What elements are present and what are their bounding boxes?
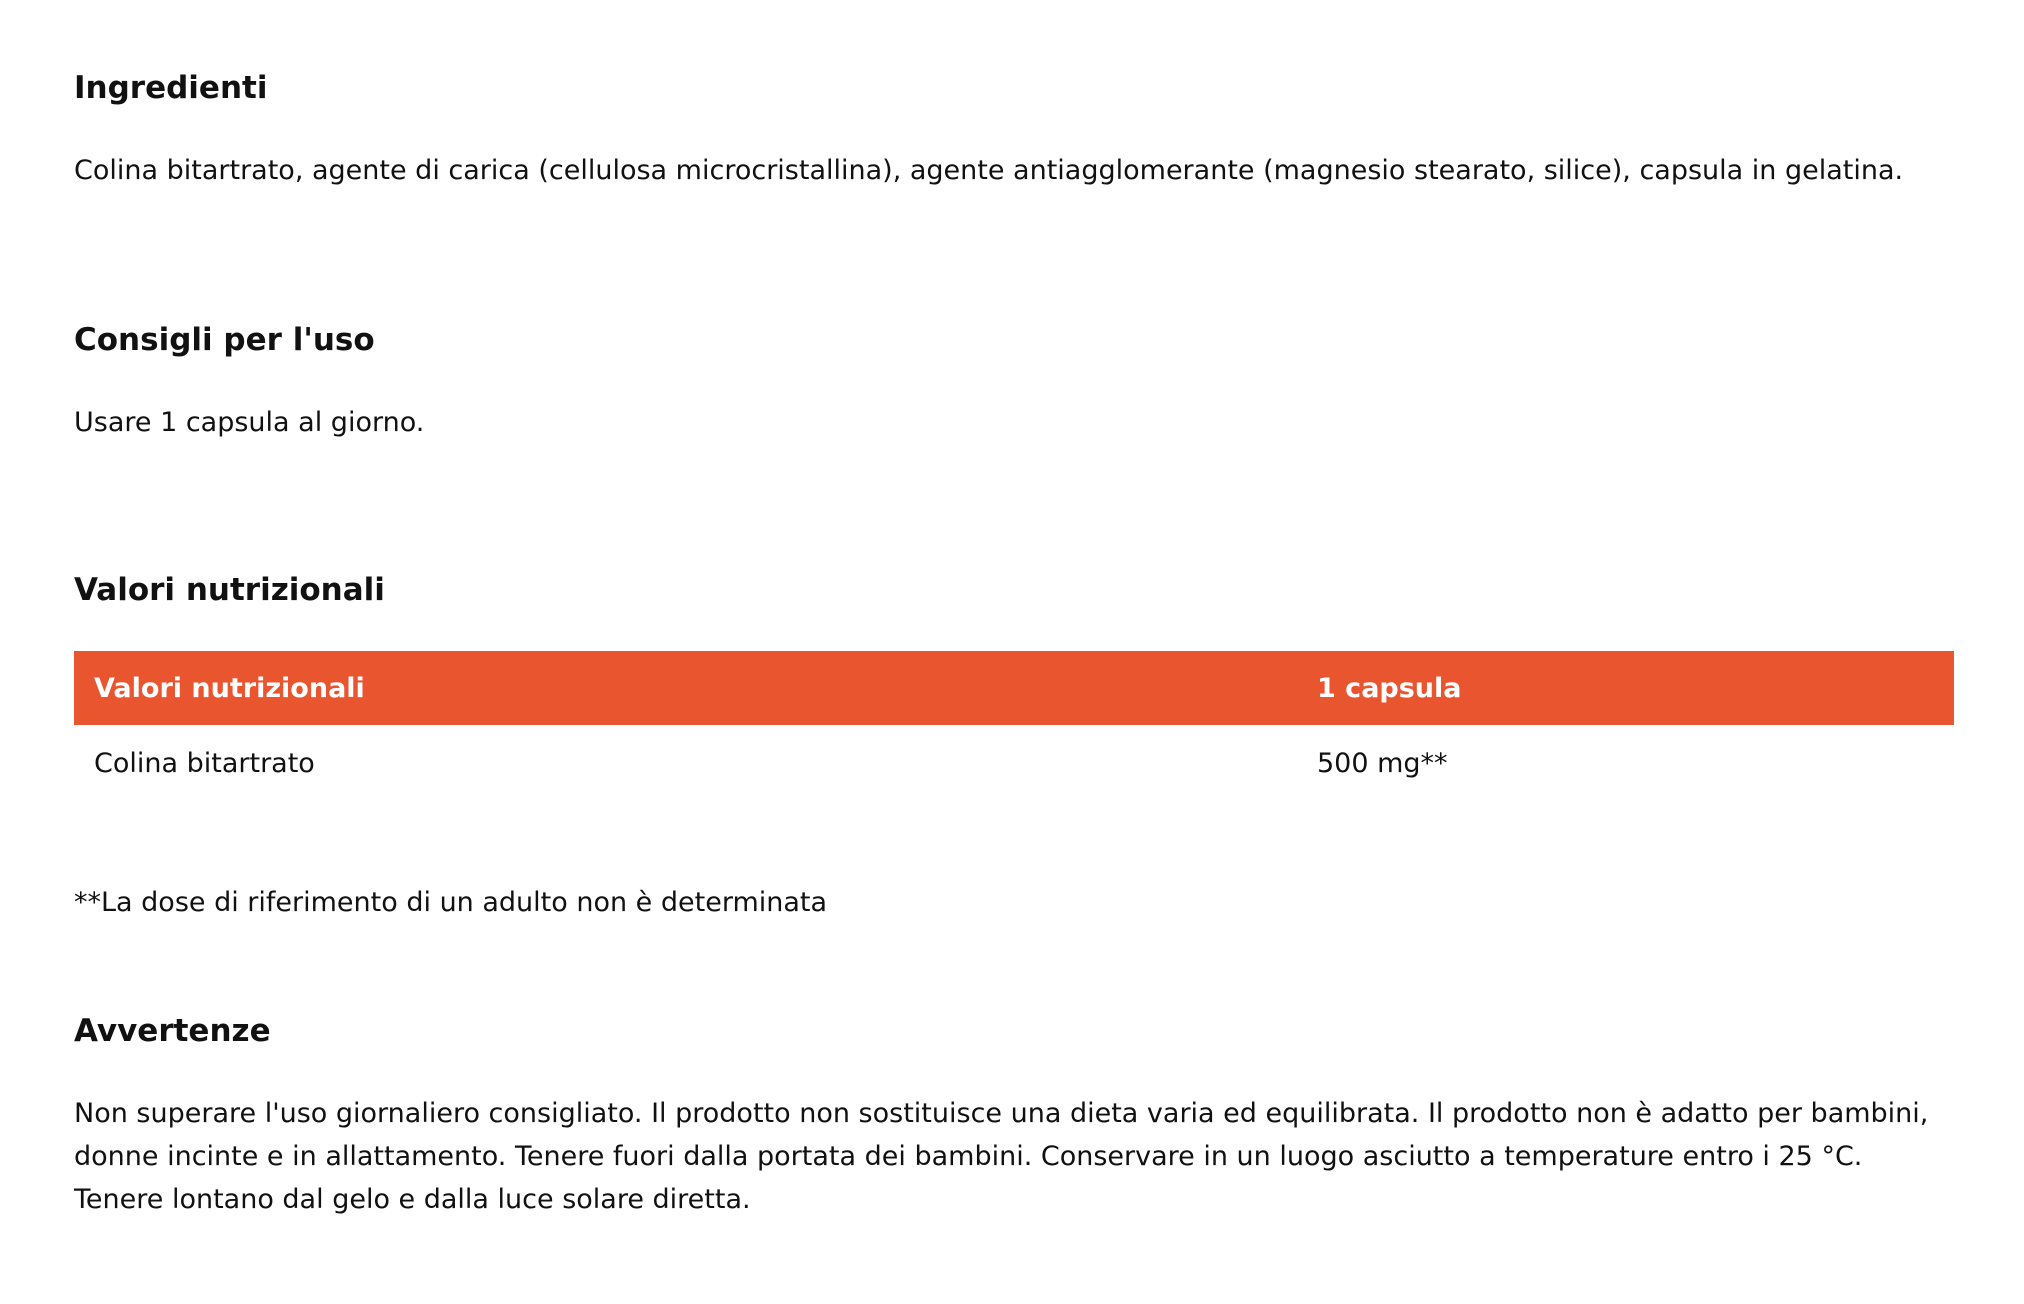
valori-heading: Valori nutrizionali [74, 572, 385, 608]
nutrient-name: Colina bitartrato [94, 747, 315, 779]
table-row [74, 725, 1954, 801]
avvertenze-heading: Avvertenze [74, 1013, 271, 1049]
avvertenze-text: Non superare l'uso giornaliero consigliato. Il prodotto non sostituisce una dieta varia ed equilibrata. Il prodotto non è adatto per bambini, donne incinte e in allattamento. Tenere fuori dalla portata dei bambini. Conservare in un luogo asciutto a temperature entro i 25 °C. Tenere lontano dal gelo e dalla luce solare diretta. [74, 1098, 1929, 1215]
uso-heading: Consigli per l'uso [74, 322, 375, 358]
ingredienti-text: Colina bitartrato, agente di carica (cellulosa microcristallina), agente antiagglomerante (magnesio stearato, silice), capsula in gelatina. [74, 155, 1904, 186]
nutrient-value: 500 mg** [1317, 747, 1448, 779]
nutrition-table-header-row [74, 651, 1954, 725]
nutrition-header-name: Valori nutrizionali [74, 651, 1297, 725]
nutrition-footnote: **La dose di riferimento di un adulto non è determinata [74, 887, 828, 918]
uso-text: Usare 1 capsula al giorno. [74, 407, 425, 438]
ingredienti-heading: Ingredienti [74, 70, 268, 106]
nutrition-table [74, 651, 1954, 801]
nutrition-header-value: 1 capsula [1297, 651, 1954, 725]
